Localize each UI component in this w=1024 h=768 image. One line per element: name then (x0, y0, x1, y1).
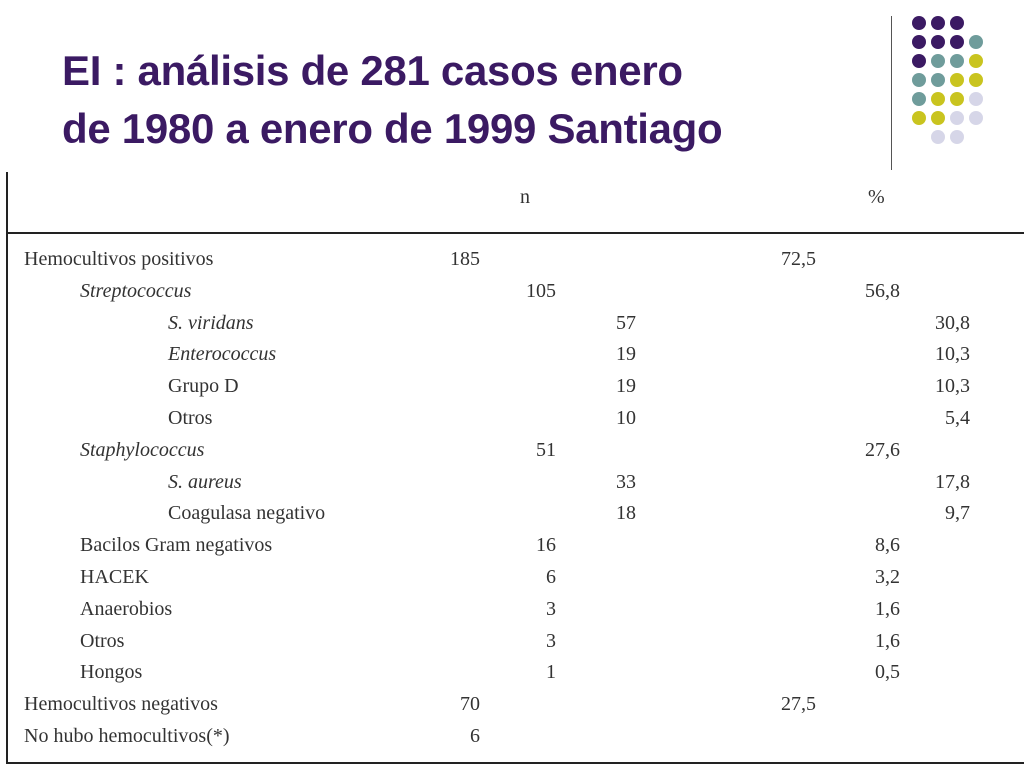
title-divider (891, 16, 892, 170)
row-percent-value: 3,2 (875, 566, 900, 588)
decorative-dot (950, 73, 964, 87)
decorative-dot (969, 35, 983, 49)
table-row (8, 248, 1024, 279)
row-label: Hemocultivos negativos (24, 693, 218, 716)
row-label: Staphylococcus (80, 438, 205, 461)
decorative-dot (912, 54, 926, 68)
title-line-1: EI : análisis de 281 casos enero (62, 47, 683, 94)
row-n-value: 19 (616, 343, 636, 366)
row-percent-value: 1,6 (875, 629, 900, 652)
row-label: Streptococcus (80, 279, 192, 302)
decorative-dot (950, 92, 964, 106)
table-row (8, 471, 1024, 502)
row-n-value: 3 (546, 629, 556, 652)
decorative-dot (950, 16, 964, 30)
table-row (8, 534, 1024, 565)
row-percent-value: 10,3 (935, 375, 970, 398)
results-table (6, 172, 1024, 764)
row-label: Hemocultivos positivos (24, 248, 214, 270)
decorative-dot (950, 54, 964, 68)
row-n-value: 16 (536, 534, 556, 557)
row-label: Enterococcus (168, 343, 277, 366)
table-row (8, 407, 1024, 438)
table-row (8, 375, 1024, 406)
decorative-dot (931, 73, 945, 87)
row-percent-value: 10,3 (935, 343, 970, 366)
column-header-n: n (520, 186, 530, 208)
table-row (8, 693, 1024, 724)
table-row (8, 630, 1024, 661)
row-n-value: 3 (546, 597, 556, 620)
row-percent-value: 17,8 (935, 470, 970, 493)
table-row (8, 725, 1024, 756)
decorative-dot (950, 35, 964, 49)
row-n-value: 1 (546, 661, 556, 684)
decorative-dot (912, 16, 926, 30)
decorative-dot (969, 111, 983, 125)
row-n-value: 19 (616, 375, 636, 398)
row-label: Otros (80, 629, 125, 652)
header-divider (8, 232, 1024, 234)
row-n-value: 33 (616, 470, 636, 493)
row-percent-value: 0,5 (875, 661, 900, 684)
row-n-value: 18 (616, 502, 636, 525)
decorative-dot (969, 92, 983, 106)
row-label: No hubo hemocultivos(*) (24, 725, 230, 747)
row-percent-value: 5,4 (945, 407, 970, 429)
row-n-value: 10 (616, 407, 636, 429)
row-label: S. viridans (168, 311, 254, 334)
decorative-dot (931, 111, 945, 125)
column-header-percent: % (868, 186, 885, 208)
row-label: Anaerobios (80, 597, 173, 620)
row-n-value: 57 (616, 311, 636, 334)
row-n-value: 51 (536, 438, 556, 461)
slide-title (62, 42, 722, 158)
decorative-dot (912, 111, 926, 125)
table-row (8, 280, 1024, 311)
table-row (8, 566, 1024, 597)
table-row (8, 598, 1024, 629)
row-label: Grupo D (168, 375, 239, 398)
decorative-dot (912, 73, 926, 87)
table-row (8, 661, 1024, 692)
decorative-dot (931, 92, 945, 106)
row-percent-value: 9,7 (945, 502, 970, 525)
row-n-value: 185 (450, 248, 480, 270)
title-line-2: de 1980 a enero de 1999 Santiago (62, 105, 723, 152)
row-label: S. aureus (168, 470, 242, 493)
row-label: HACEK (80, 566, 149, 588)
decorative-dot (969, 73, 983, 87)
row-label: Coagulasa negativo (168, 502, 326, 525)
row-percent-value: 8,6 (875, 534, 900, 557)
decorative-dot (912, 92, 926, 106)
decorative-dot (969, 54, 983, 68)
decorative-dot (950, 111, 964, 125)
decorative-dot (931, 130, 945, 144)
decorative-dot (950, 130, 964, 144)
row-percent-value: 56,8 (865, 279, 900, 302)
decorative-dot (931, 16, 945, 30)
table-row (8, 439, 1024, 470)
row-percent-value: 30,8 (935, 311, 970, 334)
row-n-value: 6 (546, 566, 556, 588)
decorative-dot (912, 35, 926, 49)
row-n-value: 105 (526, 279, 556, 302)
row-n-value: 6 (470, 725, 480, 747)
row-percent-value: 72,5 (781, 248, 816, 270)
table-row (8, 502, 1024, 533)
row-label: Otros (168, 407, 213, 429)
row-label: Hongos (80, 661, 143, 684)
row-percent-value: 27,5 (781, 693, 816, 716)
row-n-value: 70 (460, 693, 480, 716)
row-percent-value: 27,6 (865, 438, 900, 461)
row-label: Bacilos Gram negativos (80, 534, 273, 557)
decorative-dot (931, 35, 945, 49)
table-row (8, 312, 1024, 343)
decorative-dot (931, 54, 945, 68)
row-percent-value: 1,6 (875, 597, 900, 620)
table-row (8, 343, 1024, 374)
